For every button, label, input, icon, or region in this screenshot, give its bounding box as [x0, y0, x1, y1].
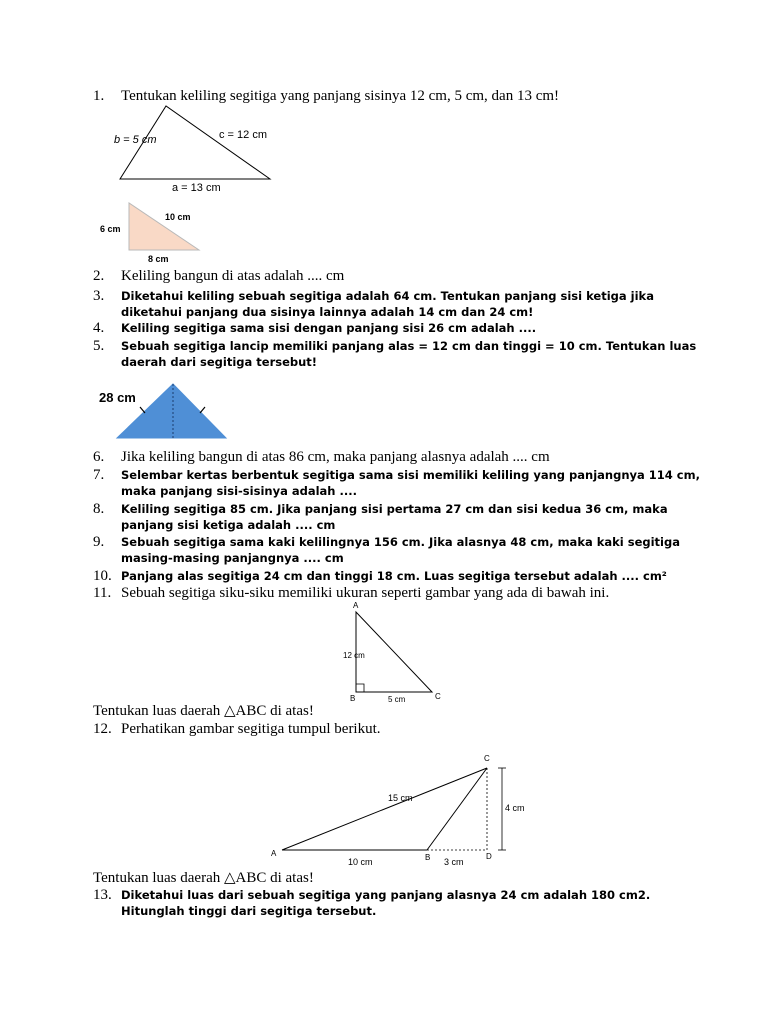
vertex-a: A [353, 601, 359, 610]
label-c: c = 12 cm [219, 129, 267, 141]
question-number: 7. [93, 467, 105, 483]
label-side: 28 cm [99, 390, 136, 405]
vertex-b: B [350, 694, 356, 703]
question-number: 1. [93, 88, 105, 104]
question-number: 5. [93, 338, 105, 354]
label-ac: 15 cm [388, 793, 413, 803]
figure-triangle-2 [98, 195, 208, 265]
question-text: Selembar kertas berbentuk segitiga sama sisi memiliki keliling yang panjangnya 114 cm, maka panjang sisi-sisinya adalah .... [121, 468, 700, 498]
shaded-triangle [129, 203, 199, 250]
vertex-b: B [425, 853, 431, 862]
question-text: Perhatikan gambar segitiga tumpul berikut. [121, 721, 381, 737]
vertex-a: A [271, 849, 277, 858]
vertex-c: C [435, 692, 441, 701]
question-text: Diketahui luas dari sebuah segitiga yang panjang alasnya 24 cm adalah 180 cm2. Hitunglah tinggi dari segitiga tersebut. [121, 888, 651, 918]
question-number: 3. [93, 288, 105, 304]
label-height: 12 cm [343, 651, 365, 660]
figure-obtuse-triangle [262, 748, 537, 870]
question-text: Sebuah segitiga lancip memiliki panjang alas = 12 cm dan tinggi = 10 cm. Tentukan luas daerah dari segitiga tersebut! [121, 339, 697, 369]
prompt-12: Tentukan luas daerah △ABC di atas! [93, 870, 314, 886]
question-text: Tentukan keliling segitiga yang panjang sisinya 12 cm, 5 cm, dan 13 cm! [121, 88, 560, 104]
figure-isosceles-triangle [96, 380, 236, 442]
label-ab: 10 cm [348, 857, 373, 867]
label-a: a = 13 cm [172, 182, 221, 194]
label-b: b = 5 cm [114, 134, 157, 146]
question-text: Keliling segitiga sama sisi dengan panjang sisi 26 cm adalah .... [121, 321, 537, 335]
label-base: 5 cm [388, 695, 406, 704]
question-number: 9. [93, 534, 105, 550]
vertex-c: C [484, 754, 490, 763]
figure-right-triangle [338, 600, 448, 708]
question-number: 12. [93, 721, 112, 737]
label-cd: 4 cm [505, 803, 525, 813]
question-number: 13. [93, 887, 112, 903]
label-hyp: 10 cm [165, 212, 191, 222]
label-left: 6 cm [100, 224, 121, 234]
question-number: 6. [93, 449, 105, 465]
question-text: Sebuah segitiga sama kaki kelilingnya 156 cm. Jika alasnya 48 cm, maka kaki segitiga masing-masing panjangnya .... cm [121, 535, 680, 565]
tick-mark-left [140, 407, 145, 413]
question-text: Diketahui keliling sebuah segitiga adalah 64 cm. Tentukan panjang sisi ketiga jika diketahui panjang dua sisinya lainnya adalah 14 cm dan 24 cm! [121, 289, 654, 319]
label-bd: 3 cm [444, 857, 464, 867]
question-number: 10. [93, 568, 112, 584]
tick-mark-right [200, 407, 205, 413]
question-text: Jika keliling bangun di atas 86 cm, maka panjang alasnya adalah .... cm [121, 449, 550, 465]
question-number: 4. [93, 320, 105, 336]
right-angle-mark [356, 684, 364, 692]
question-number: 2. [93, 268, 105, 284]
question-number: 8. [93, 501, 105, 517]
question-text: Panjang alas segitiga 24 cm dan tinggi 18 cm. Luas segitiga tersebut adalah .... cm² [121, 569, 667, 583]
question-text: Sebuah segitiga siku-siku memiliki ukuran seperti gambar yang ada di bawah ini. [121, 585, 610, 601]
figure-triangle-1 [108, 103, 278, 195]
side-ac [282, 768, 487, 850]
question-number: 11. [93, 585, 112, 601]
question-text: Keliling bangun di atas adalah .... cm [121, 268, 345, 284]
vertex-d: D [486, 852, 492, 861]
question-text: Keliling segitiga 85 cm. Jika panjang sisi pertama 27 cm dan sisi kedua 36 cm, maka panjang sisi ketiga adalah .... cm [121, 502, 668, 532]
label-bottom: 8 cm [148, 254, 169, 264]
prompt-11: Tentukan luas daerah △ABC di atas! [93, 703, 314, 719]
